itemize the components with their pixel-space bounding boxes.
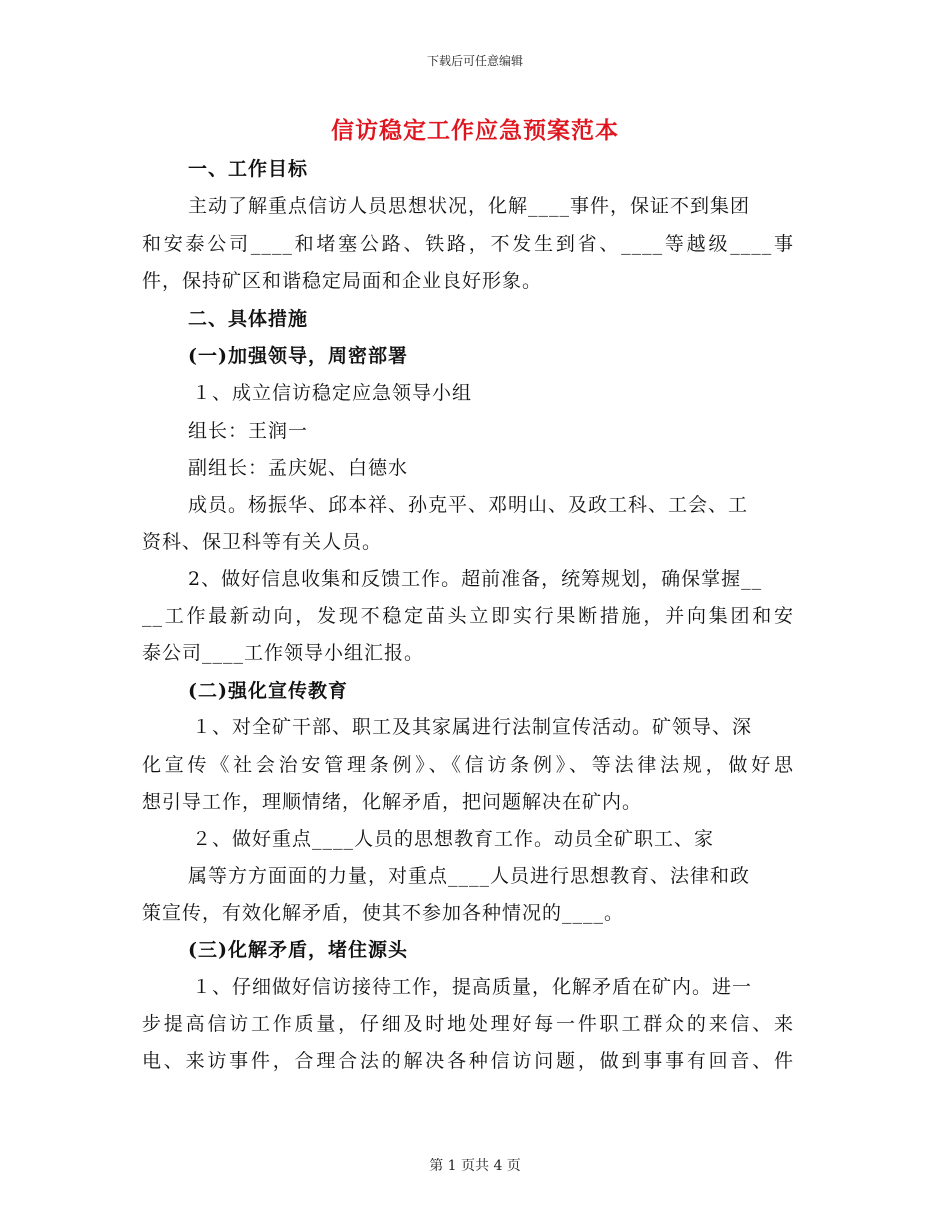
- subheading-publicity: (二)强化宣传教育: [188, 680, 348, 702]
- deputy-leader-line: 副组长：孟庆妮、白德水: [188, 457, 409, 479]
- paragraph-line: 策宣传，有效化解矛盾，使其不参加各种情况的____。: [142, 902, 625, 924]
- paragraph-line: 件，保持矿区和谐稳定局面和企业良好形象。: [142, 270, 543, 292]
- paragraph-line: ２、做好重点____人员的思想教育工作。动员全矿职工、家: [192, 828, 715, 850]
- page-header-note: 下载后可任意编辑: [426, 54, 523, 68]
- group-leader-line: 组长：王润一: [188, 420, 309, 442]
- paragraph-line: 2、做好信息收集和反馈工作。超前准备，统筹规划，确保掌握__: [188, 568, 763, 590]
- paragraph-line: 属等方方面面的力量，对重点____人员进行思想教育、法律和政: [188, 865, 751, 887]
- section-heading-measures: 二、具体措施: [188, 308, 309, 330]
- page-number-footer: 第 1 页共 4 页: [429, 1158, 521, 1174]
- paragraph-line: 电、来访事件，合理合法的解决各种信访问题，做到事事有回音、件: [142, 1050, 794, 1072]
- members-line: 成员。杨振华、邱本祥、孙克平、邓明山、及政工科、工会、工: [188, 494, 749, 516]
- subheading-resolve: (三)化解矛盾，堵住源头: [188, 939, 408, 961]
- subheading-leadership: (一)加强领导，周密部署: [188, 345, 408, 367]
- paragraph-line: 想引导工作，理顺情绪，化解矛盾，把问题解决在矿内。: [142, 791, 643, 813]
- paragraph-line: 泰公司____工作领导小组汇报。: [142, 642, 425, 664]
- paragraph-line: 化宣传《社会治安管理条例》、《信访条例》、等法律法规，做好思: [142, 754, 794, 776]
- document-title: 信访稳定工作应急预案范本: [331, 117, 619, 144]
- members-line-cont: 资科、保卫科等有关人员。: [142, 531, 383, 553]
- paragraph-line: １、对全矿干部、职工及其家属进行法制宣传活动。矿领导、深: [192, 716, 753, 738]
- section-heading-goals: 一、工作目标: [188, 158, 309, 180]
- paragraph-line: １、仔细做好信访接待工作，提高质量，化解矛盾在矿内。进一: [192, 976, 753, 998]
- paragraph-line: 步提高信访工作质量，仔细及时地处理好每一件职工群众的来信、来: [142, 1013, 794, 1035]
- paragraph-line: 和安泰公司____和堵塞公路、铁路，不发生到省、____等越级____事: [142, 233, 794, 255]
- paragraph-line: 主动了解重点信访人员思想状况，化解____事件，保证不到集团: [188, 195, 751, 217]
- paragraph-line: __工作最新动向，发现不稳定苗头立即实行果断措施，并向集团和安: [142, 605, 794, 627]
- list-item: １、成立信访稳定应急领导小组: [192, 382, 473, 404]
